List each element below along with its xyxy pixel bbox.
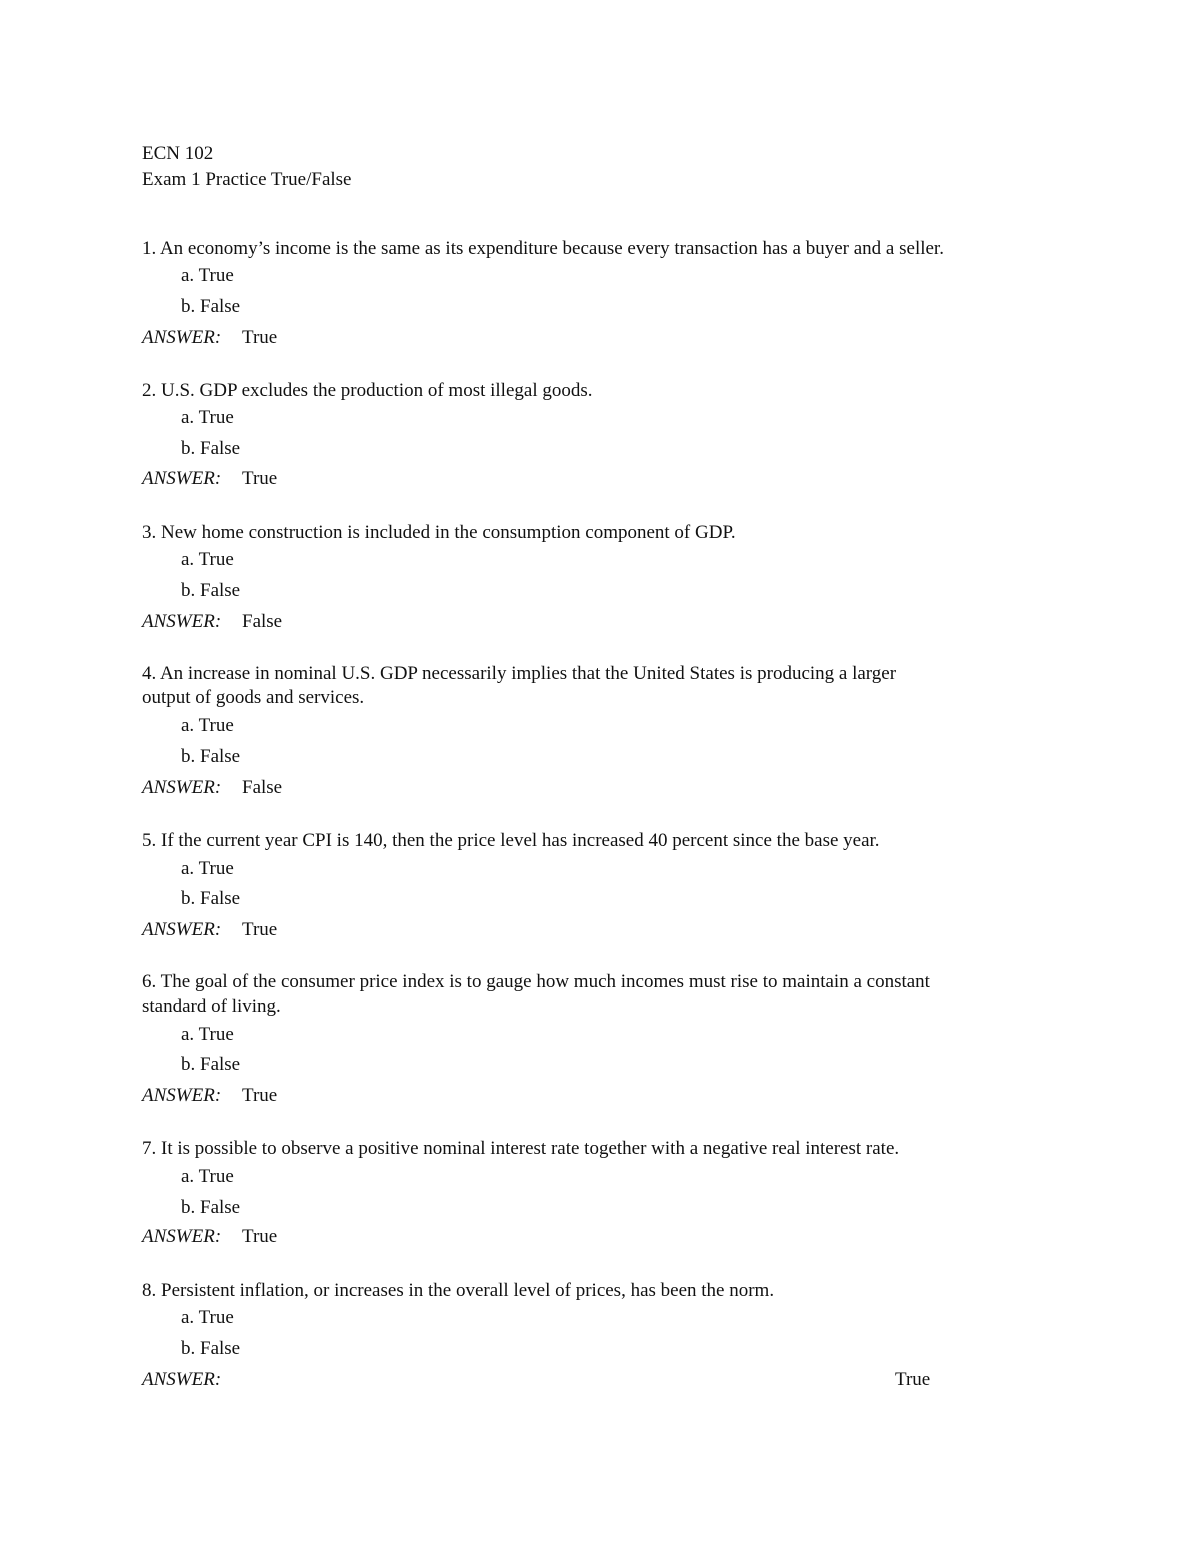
- option-b: b. False: [181, 580, 241, 601]
- option-b: b. False: [181, 1197, 241, 1218]
- answer-value: False: [242, 611, 283, 632]
- course-code: ECN 102: [142, 143, 214, 164]
- answer-value: True: [242, 468, 278, 489]
- answer-label: ANSWER:: [142, 777, 222, 798]
- answer-label: ANSWER:: [142, 327, 222, 348]
- question-text: 3. New home construction is included in the consumption component of GDP.: [142, 522, 736, 543]
- question-text: 8. Persistent inflation, or increases in the overall level of prices, has been the norm.: [142, 1280, 775, 1301]
- answer-label: ANSWER:: [142, 468, 222, 489]
- question-text-continued: standard of living.: [142, 996, 281, 1017]
- answer-value: True: [895, 1369, 931, 1390]
- option-a: a. True: [181, 1024, 234, 1045]
- answer-value: True: [242, 1226, 278, 1247]
- answer-label: ANSWER:: [142, 1085, 222, 1106]
- question-text: 7. It is possible to observe a positive nominal interest rate together with a negative real interest rate.: [142, 1138, 900, 1159]
- option-b: b. False: [181, 438, 241, 459]
- option-a: a. True: [181, 407, 234, 428]
- answer-value: True: [242, 1085, 278, 1106]
- option-b: b. False: [181, 296, 241, 317]
- option-b: b. False: [181, 1054, 241, 1075]
- option-b: b. False: [181, 746, 241, 767]
- answer-label: ANSWER:: [142, 919, 222, 940]
- question-text-continued: output of goods and services.: [142, 687, 365, 708]
- option-b: b. False: [181, 888, 241, 909]
- option-a: a. True: [181, 1166, 234, 1187]
- question-text: 5. If the current year CPI is 140, then the price level has increased 40 percent since the base year.: [142, 830, 880, 851]
- question-text: 1. An economy’s income is the same as its expenditure because every transaction has a buyer and a seller.: [142, 238, 944, 259]
- option-b: b. False: [181, 1338, 241, 1359]
- option-a: a. True: [181, 265, 234, 286]
- answer-value: False: [242, 777, 283, 798]
- question-text: 4. An increase in nominal U.S. GDP necessarily implies that the United States is producing a larger: [142, 663, 897, 684]
- option-a: a. True: [181, 549, 234, 570]
- question-text: 6. The goal of the consumer price index is to gauge how much incomes must rise to maintain a constant: [142, 971, 930, 992]
- option-a: a. True: [181, 858, 234, 879]
- answer-label: ANSWER:: [142, 1226, 222, 1247]
- answer-label: ANSWER:: [142, 611, 222, 632]
- question-text: 2. U.S. GDP excludes the production of most illegal goods.: [142, 380, 593, 401]
- option-a: a. True: [181, 1307, 234, 1328]
- answer-label: ANSWER:: [142, 1369, 222, 1390]
- answer-value: True: [242, 919, 278, 940]
- document-title: Exam 1 Practice True/False: [142, 169, 352, 190]
- option-a: a. True: [181, 715, 234, 736]
- answer-value: True: [242, 327, 278, 348]
